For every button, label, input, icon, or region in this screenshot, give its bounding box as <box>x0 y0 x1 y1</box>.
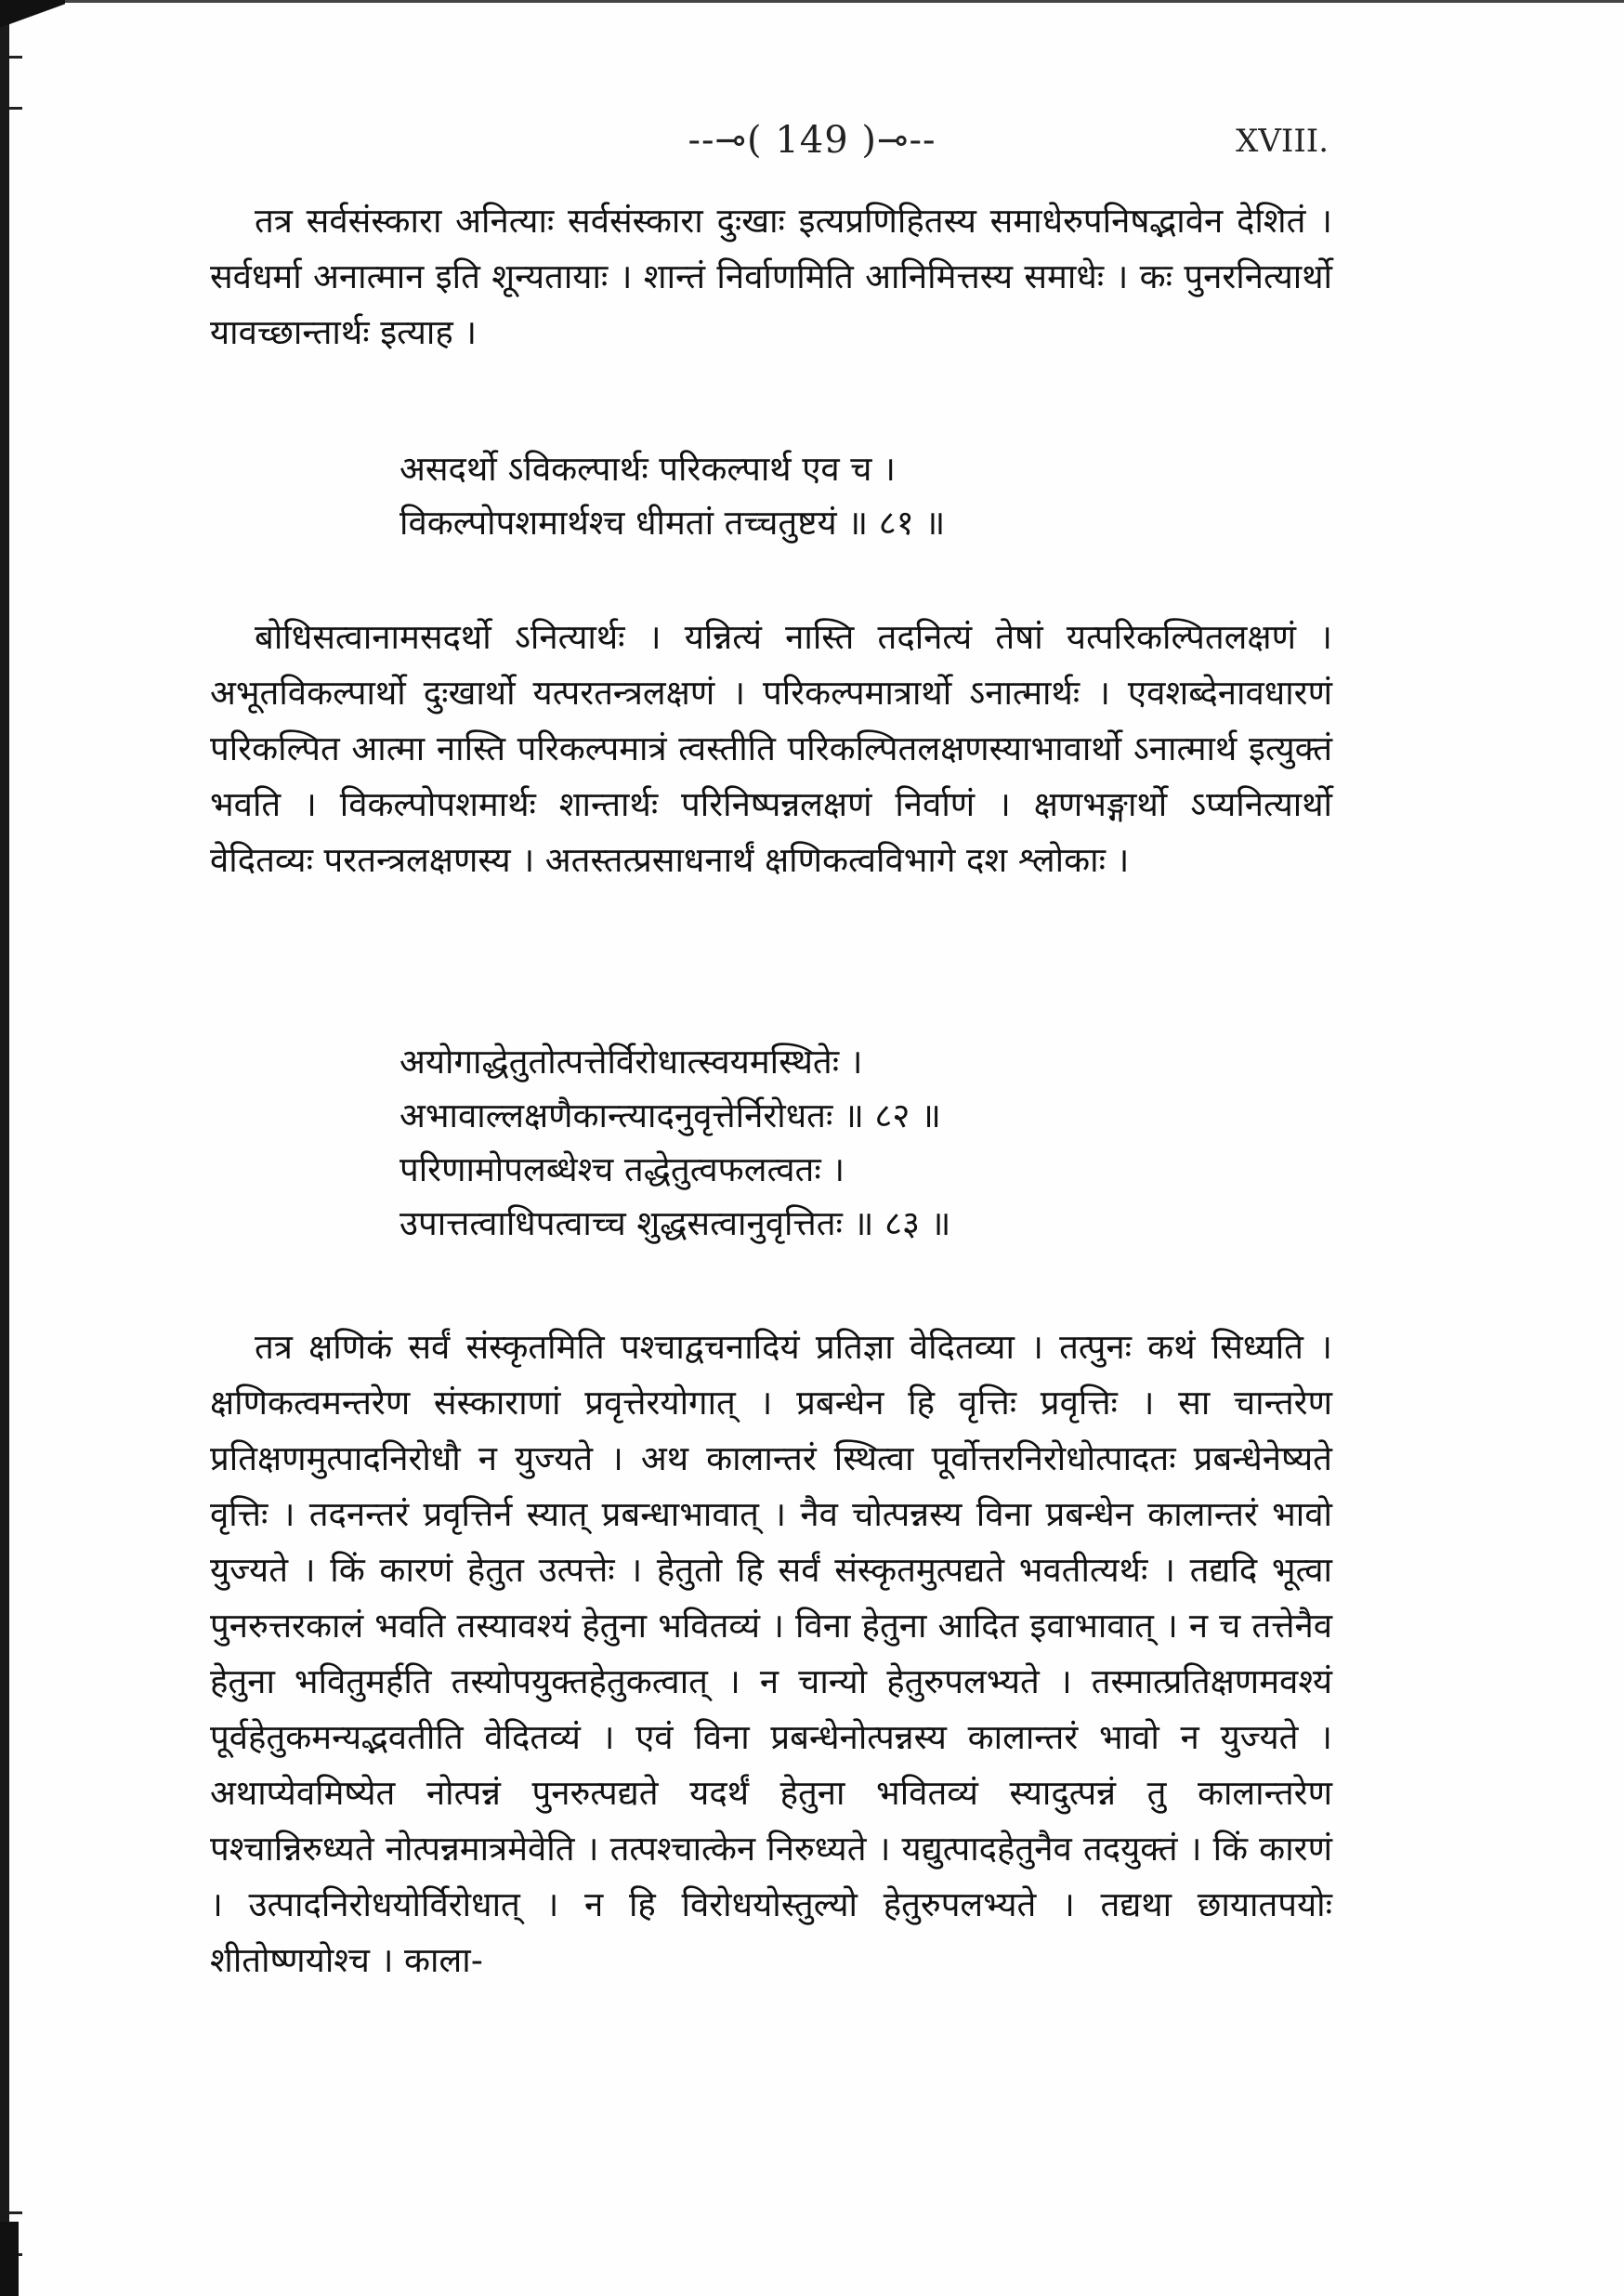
page-number: --⊸( 149 )⊸-- <box>688 119 936 162</box>
page-header <box>0 119 1624 175</box>
verse-line: उपात्तत्वाधिपत्वाच्च शुद्धसत्वानुवृत्तितः ॥ ८३ ॥ <box>399 1203 951 1243</box>
paragraph-text: बोधिसत्वानामसदर्थो ऽनित्यार्थः । यन्नित्यं नास्ति तदनित्यं तेषां यत्परिकल्पितलक्षणं । अभूतविकल्पार्थो दुःखार्थो यत्परतन्त्रलक्षणं । परिकल्पमात्रार्थो ऽनात्मार्थः । एवशब्देनावधारणं परिकल्पित आत्मा नास्ति परिकल्पमात्रं त्वस्तीति परिकल्पितलक्षणस्याभावार्थो ऽनात्मार्थ इत्युक्तं भवति । विकल्पोपशमार्थः शान्तार्थः परिनिष्पन्नलक्षणं निर्वाणं । क्षणभङ्गार्थो ऽप्यनित्यार्थो वेदितव्यः परतन्त्रलक्षणस्य । अतस्तत्प्रसाधनार्थं क्षणिकत्वविभागे दश श्लोकाः । <box>210 617 1332 880</box>
verse-line: अभावाल्लक्षणैकान्त्यादनुवृत्तेर्निरोधतः ॥ ८२ ॥ <box>399 1096 941 1135</box>
corner-shadow <box>0 0 65 37</box>
paragraph-1 <box>210 193 1332 361</box>
page-top-edge <box>0 0 1624 3</box>
margin-mark <box>9 107 22 110</box>
paragraph-3 <box>210 1319 1332 1988</box>
verse-line: असदर्थो ऽविकल्पार्थः परिकल्पार्थ एव च । <box>399 449 896 489</box>
verse-81 <box>399 442 1236 550</box>
page-left-edge <box>0 0 9 2296</box>
paragraph-text: तत्र सर्वसंस्कारा अनित्याः सर्वसंस्कारा दुःखाः इत्यप्रणिहितस्य समाधेरुपनिषद्भावेन देशितं । सर्वधर्मा अनात्मान इति शून्यतायाः । शान्तं निर्वाणमिति आनिमित्तस्य समाधेः । कः पुनरनित्यार्थो यावच्छान्तार्थः इत्याह । <box>210 201 1332 352</box>
verse-82-83 <box>399 1035 1236 1251</box>
page-bottom-edge <box>0 2222 19 2296</box>
margin-mark <box>9 56 22 59</box>
margin-mark <box>9 2211 22 2214</box>
paragraph-2 <box>210 610 1332 888</box>
paragraph-text: तत्र क्षणिकं सर्वं संस्कृतमिति पश्चाद्वचनादियं प्रतिज्ञा वेदितव्या । तत्पुनः कथं सिध्यति । क्षणिकत्वमन्तरेण संस्काराणां प्रवृत्तेरयोगात् । प्रबन्धेन हि वृत्तिः प्रवृत्तिः । सा चान्तरेण प्रतिक्षणमुत्पादनिरोधौ न युज्यते । अथ कालान्तरं स्थित्वा पूर्वोत्तरनिरोधोत्पादतः प्रबन्धेनेष्यते वृत्तिः । तदनन्तरं प्रवृत्तिर्न स्यात् प्रबन्धाभावात् । नैव चोत्पन्नस्य विना प्रबन्धेन कालान्तरं भावो युज्यते । किं कारणं हेतुत उत्पत्तेः । हेतुतो हि सर्वं संस्कृतमुत्पद्यते भवतीत्यर्थः । तद्यदि भूत्वा पुनरुत्तरकालं भवति तस्यावश्यं हेतुना भवितव्यं । विना हेतुना आदित इवाभावात् । न च तत्तेनैव हेतुना भवितुमर्हति तस्योपयुक्तहेतुकत्वात् । न चान्यो हेतुरुपलभ्यते । तस्मात्प्रतिक्षणमवश्यं पूर्वहेतुकमन्यद्भवतीति वेदितव्यं । एवं विना प्रबन्धेनोत्पन्नस्य कालान्तरं भावो न युज्यते । अथाप्येवमिष्येत नोत्पन्नं पुनरुत्पद्यते यदर्थं हेतुना भवितव्यं स्यादुत्पन्नं तु कालान्तरेण पश्चान्निरुध्यते नोत्पन्नमात्रमेवेति । तत्पश्चात्केन निरुध्यते । यद्युत्पादहेतुनैव तदयुक्तं । किं कारणं । उत्पादनिरोधयोर्विरोधात् । न हि विरोधयोस्तुल्यो हेतुरुपलभ्यते । तद्यथा छायातपयोः शीतोष्णयोश्च । काला- <box>210 1327 1332 1980</box>
verse-line: विकल्पोपशमार्थश्च धीमतां तच्चतुष्टयं ॥ ८१ ॥ <box>399 503 946 543</box>
verse-line: अयोगाद्धेतुतोत्पत्तेर्विरोधात्स्वयमस्थितेः । <box>399 1042 863 1082</box>
verse-line: परिणामोपलब्धेश्च तद्धेतुत्वफलत्वतः । <box>399 1149 845 1189</box>
signature-mark: XVIII. <box>1236 123 1329 160</box>
